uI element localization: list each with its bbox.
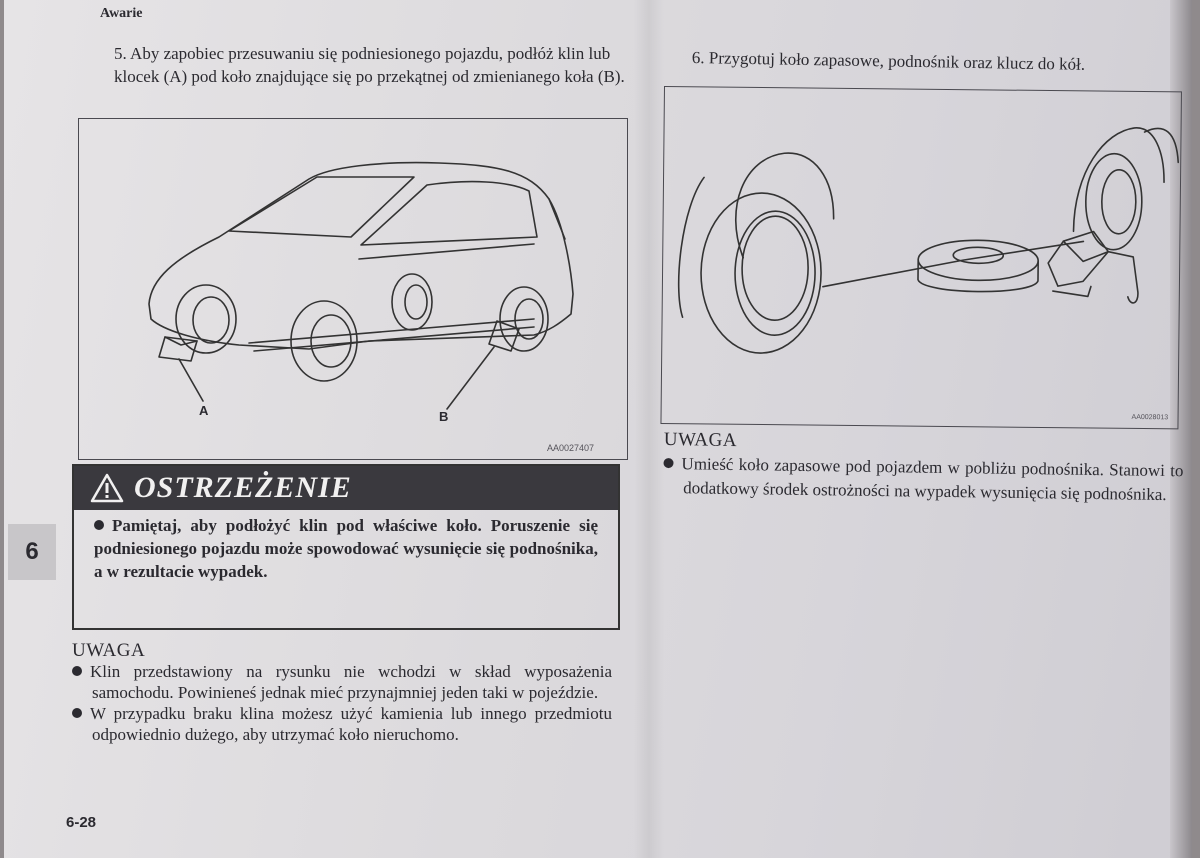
bullet-icon <box>663 458 673 468</box>
warning-title: OSTRZEŻENIE <box>134 471 352 504</box>
note-left <box>72 640 612 745</box>
book-spine-shadow <box>634 0 664 858</box>
note-left-item-text: W przypadku braku klina możesz użyć kamienia lub innego przedmiotu odpowiednio dużego, aby utrzymać koło nieruchomo. <box>90 704 612 744</box>
note-left-item <box>72 703 612 745</box>
note-right-title: UWAGA <box>663 428 738 452</box>
bullet-icon <box>72 708 82 718</box>
warning-triangle-icon <box>90 473 124 503</box>
figure-code: AA0027407 <box>547 443 595 453</box>
spare-wheel-jack-illustration <box>661 87 1180 428</box>
bullet-icon <box>94 520 104 530</box>
note-right-item-text: Umieść koło zapasowe pod pojazdem w pobliżu podnośnika. Stanowi to dodatkowy środek ostrożności na wypadek wysunięcia się podnośnika. <box>681 454 1184 505</box>
page-number: 6-28 <box>66 814 97 831</box>
figure-spare-wheel <box>660 86 1182 429</box>
manual-page <box>4 0 1192 858</box>
step-6-text: 6. Przygotuj koło zapasowe, podnośnik oraz klucz do kół. <box>691 48 1086 74</box>
callout-a: A <box>199 403 209 418</box>
bullet-icon <box>72 666 82 676</box>
chapter-tab: 6 <box>8 524 56 580</box>
note-left-item <box>72 661 612 703</box>
note-right <box>663 428 1184 507</box>
step-5-text: 5. Aby zapobiec przesuwaniu się podniesionego pojazdu, podłóż klin lub klocek (A) pod koło znajdujące się po przekątnej od zmienianego koła (B). <box>114 44 625 86</box>
warning-header <box>74 466 618 510</box>
callout-b: B <box>439 409 449 424</box>
warning-body <box>74 510 618 583</box>
warning-text: Pamiętaj, aby podłożyć klin pod właściwe koło. Poruszenie się podniesionego pojazdu może spowodować wysunięcie się podnośnika, a w rezultacie wypadek. <box>94 516 598 581</box>
warning-box <box>72 464 620 630</box>
note-left-title: UWAGA <box>72 640 146 661</box>
figure-code: AA0028013 <box>1131 413 1169 422</box>
car-chock-illustration <box>79 119 627 459</box>
note-right-item <box>663 452 1184 507</box>
section-header: Awarie <box>100 6 143 21</box>
note-left-item-text: Klin przedstawiony na rysunku nie wchodzi w skład wyposażenia samochodu. Powinieneś jednak mieć przynajmniej jeden taki w pojeździe. <box>90 662 612 702</box>
figure-car-chock <box>78 118 628 460</box>
